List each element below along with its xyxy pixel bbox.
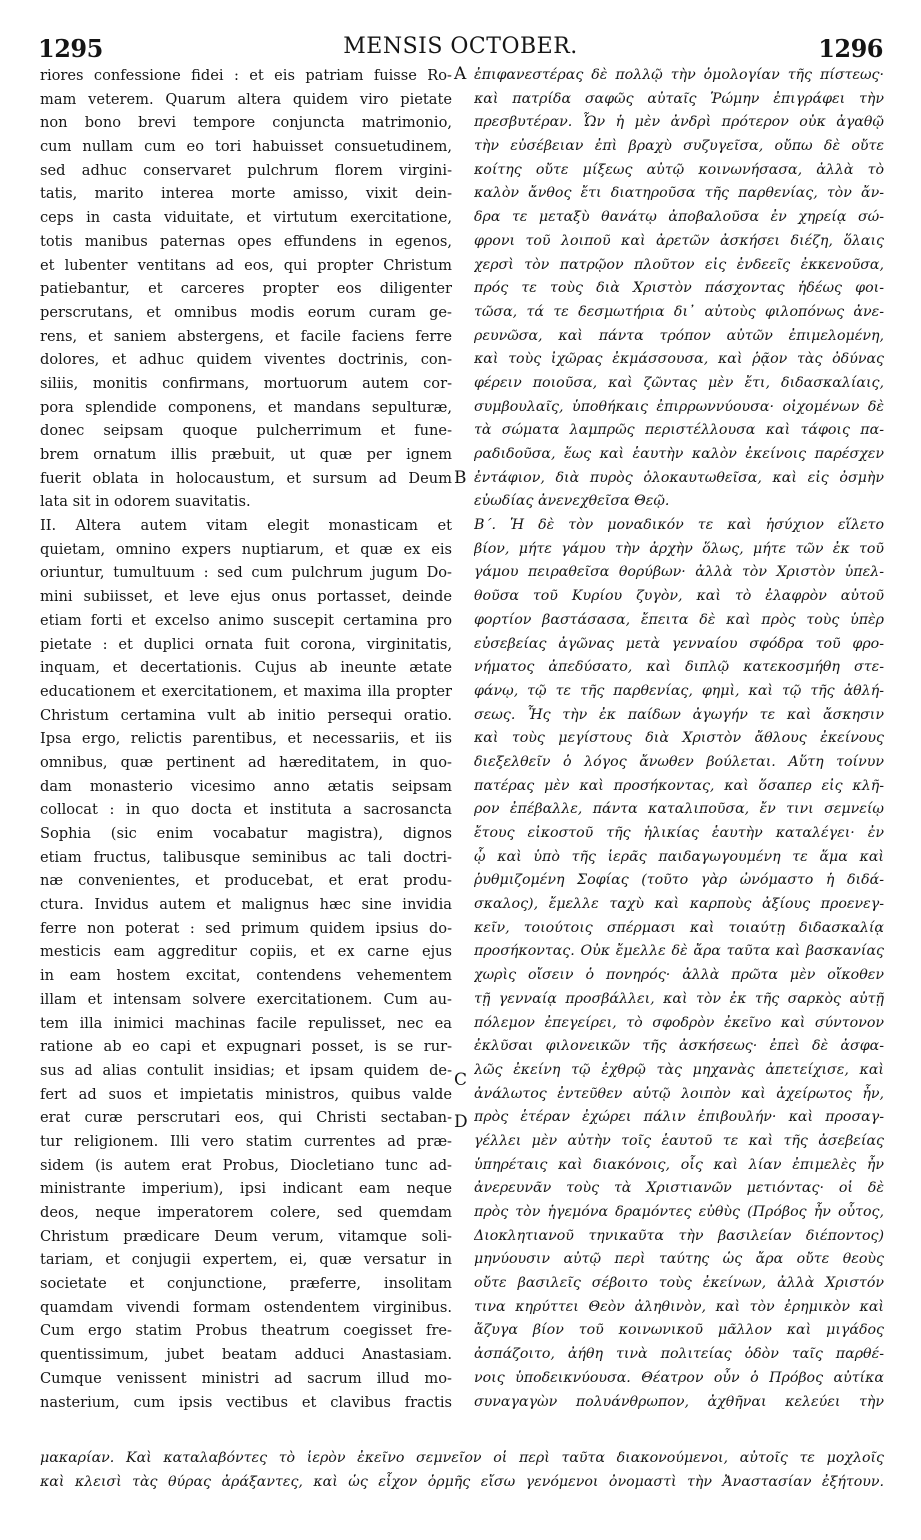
text-line: non bono brevi tempore conjuncta matrimonio, xyxy=(40,114,452,132)
text-line: εὐσεβείας ἀγῶνας μετὰ γενναίου σφόδρα τοῦ φρο- xyxy=(474,635,884,652)
text-line: quietam, omnino expers nuptiarum, et quæ ex eis xyxy=(40,540,452,558)
text-line: σκαλος), ἔμελλε ταχὺ καὶ καρποὺς ἀξίους προενεγ- xyxy=(474,896,884,913)
text-line: Cum ergo statim Probus theatrum coegisset fre- xyxy=(40,1322,452,1340)
text-line: Christum certamina vult ab initio persequi oratio. xyxy=(40,706,452,724)
right-page-number: 1296 xyxy=(818,34,883,63)
text-line: riores confessione fidei : et eis patriam fuisse Ro- xyxy=(40,67,452,84)
text-line: mam veterem. Quarum altera quidem viro pietate xyxy=(40,90,452,108)
text-line: καὶ τοὺς ἰχῶρας ἐκμάσσουσα, καὶ ῥᾷον τὰς ὀδύνας xyxy=(474,351,884,368)
text-line: cum nullam cum eo tori habuisset consuetudinem, xyxy=(40,138,452,156)
text-line: næ convenientes, et producebat, et erat produ- xyxy=(40,872,452,890)
text-line: Christum prædicare Deum verum, vitamque soli- xyxy=(40,1227,452,1245)
text-line: πρὸς τὸν ἡγεμόνα δραμόντες εὐθὺς (Πρόβος ἦν οὗτος, xyxy=(474,1204,884,1220)
text-line: εὐωδίας ἀνενεχθεῖσα Θεῷ. xyxy=(474,493,670,510)
running-title: MENSIS OCTOBER. xyxy=(343,34,578,59)
text-line: σεως. Ἧς τὴν ἐκ παίδων ἀγωγήν τε καὶ ἄσκησιν xyxy=(474,706,884,723)
text-line: sidem (is autem erat Probus, Diocletiano tunc ad- xyxy=(40,1156,452,1174)
text-line: ceps in casta viduitate, et virtutum exercitatione, xyxy=(40,209,452,227)
text-line: in eam hostem excitat, contendens vehementem xyxy=(40,967,452,985)
text-line: fuerit oblata in holocaustum, et sursum ad Deum xyxy=(40,469,452,487)
text-line: societate et conjunctione, præferre, insolitam xyxy=(40,1275,452,1293)
text-line: brem ornatum illis præbuit, ut quæ per ignem xyxy=(40,446,452,463)
text-line: Cumque venissent ministri ad sacrum illud mo- xyxy=(40,1369,452,1387)
text-line: fert ad suos et impietatis ministros, quibus valde xyxy=(40,1085,452,1103)
text-line: ἐντάφιον, διὰ πυρὸς ὁλοκαυτωθεῖσα, καὶ εἰς ὀσμὴν xyxy=(474,469,884,486)
text-line: τῶσα, τά τε δεσμωτήρια δι᾽ αὐτοὺς φιλοπόνως ἀνε- xyxy=(474,303,884,320)
text-line: etiam fructus, talibusque seminibus ac tali doctri- xyxy=(40,848,452,866)
text-line: ἄζυγα βίον τοῦ κοινωνικοῦ μᾶλλον καὶ μιγάδος xyxy=(474,1322,884,1339)
text-line: ctura. Invidus autem et malignus hæc sine invidia xyxy=(40,896,452,914)
text-line: ferre non poterat : sed primum quidem ipsius do- xyxy=(40,919,452,937)
text-line: Β΄. Ἡ δὲ τὸν μοναδικόν τε καὶ ἡσύχιον εἵλετο xyxy=(474,517,884,534)
text-line: totis manibus paternas opes effundens in egenos, xyxy=(40,232,452,250)
text-line: patiebantur, et carceres propter eos diligenter xyxy=(40,280,452,298)
text-line: ὑπηρέταις καὶ διακόνοις, οἷς καὶ λίαν ἐπιμελὲς ἦν xyxy=(474,1156,884,1173)
text-line: δρα τε μεταξὺ θανάτῳ ἀποβαλοῦσα ἐν χηρείᾳ σώ- xyxy=(474,209,884,226)
text-line: nasterium, cum ipsis vectibus et clavibus fractis xyxy=(40,1393,452,1411)
text-line: II. Altera autem vitam elegit monasticam et xyxy=(40,517,452,535)
text-line: τὴν εὐσέβειαν ἐπὶ βραχὺ συζυγεῖσα, οὔπω δὲ οὔτε xyxy=(474,138,884,155)
text-line: perscrutans, et omnibus modis eorum curam ge- xyxy=(40,303,452,321)
text-line: πρός τε τοὺς διὰ Χριστὸν πάσχοντας ἡδέως φοι- xyxy=(474,280,884,297)
text-line: γέλλει μὲν αὐτὴν τοῖς ἑαυτοῦ τε καὶ τῆς ἀσεβείας xyxy=(474,1132,884,1149)
text-line: tem illa inimici machinas facile repulisset, nec ea xyxy=(40,1014,452,1032)
text-line: tariam, et conjugii expertem, ei, quæ versatur in xyxy=(40,1251,452,1269)
text-line: νήματος ἀπεδύσατο, καὶ διπλῷ κατεκοσμήθη στε- xyxy=(474,659,884,676)
text-line: συναγαγὼν πολυάνθρωπον, ἀχθῆναι κελεύει τὴν xyxy=(474,1393,884,1410)
text-line: tur religionem. Illi vero statim currentes ad præ- xyxy=(40,1132,452,1150)
text-line: educationem et exercitationem, et maxima illa propter xyxy=(40,682,452,700)
text-line: dam monasterio vicesimo anno ætatis seipsam xyxy=(40,777,452,795)
text-line: νοις ὑποδεικνύουσα. Θέατρον οὖν ὁ Πρόβος αὐτίκα xyxy=(474,1369,884,1386)
text-line: etiam forti et excelso animo suscepit certamina pro xyxy=(40,611,452,629)
text-line: quamdam vivendi formam ostendentem virginibus. xyxy=(40,1298,452,1316)
text-line: διεξελθεῖν ὁ λόγος ἄνωθεν βούλεται. Αὕτη τοίνυν xyxy=(474,753,884,770)
text-line: κοίτης οὔτε μίξεως αὐτῷ κοινωνήσασα, ἀλλὰ τὸ xyxy=(474,161,884,178)
text-line: πατέρας μὲν καὶ προσήκοντας, καὶ ὅσαπερ εἰς κλῆ- xyxy=(474,777,884,794)
text-line: ἔτους εἰκοστοῦ τῆς ἡλικίας ἑαυτὴν καταλέγει· ἐν xyxy=(474,825,884,841)
section-marker-d: D xyxy=(454,1112,468,1132)
section-marker-b: B xyxy=(454,468,467,488)
text-line: siliis, monitis confirmans, mortuorum autem cor- xyxy=(40,374,452,392)
text-line: τῇ γενναίᾳ προσβάλλει, καὶ τὸν ἐκ τῆς σαρκὸς αὐτῇ xyxy=(474,990,884,1007)
text-line: pora splendide componens, et mandans sepulturæ, xyxy=(40,398,452,416)
section-marker-a: A xyxy=(454,64,467,84)
text-line: inquam, et decertationis. Cujus ab ineunte ætate xyxy=(40,659,452,677)
text-line: ratione ab eo capi et expugnari posset, is se rur- xyxy=(40,1038,452,1056)
text-line: προσήκοντας. Οὐκ ἔμελλε δὲ ἄρα ταῦτα καὶ βασκανίας xyxy=(474,943,884,960)
text-line: ρον ἐπέβαλλε, πάντα καταλιποῦσα, ἔν τινι σεμνείῳ xyxy=(474,801,884,818)
text-line: pietate : et duplici ornata fuit corona, virginitatis, xyxy=(40,635,452,653)
text-line: mini subiisset, et leve ejus onus portasset, deinde xyxy=(40,588,452,606)
text-line: λῶς ἐκείνη τῷ ἐχθρῷ τὰς μηχανὰς ἀπετείχισε, καὶ xyxy=(474,1061,884,1078)
text-line: ραδιδοῦσα, ἕως καὶ ἑαυτὴν καλὸν ἐκείνοις παρέσχεν xyxy=(474,446,884,462)
text-line: συμβουλαῖς, ὑποθήκαις ἐπιρρωννύουσα· οἰχομένων δὲ xyxy=(474,398,884,415)
text-line: ρευνῶσα, καὶ πάντα τρόπον αὐτῶν ἐπιμελομένη, xyxy=(474,327,884,344)
text-line: sed adhuc conservaret pulchrum florem virgini- xyxy=(40,161,452,179)
text-line: ἐκλῦσαι φιλονεικῶν τῆς ἀσκήσεως· ἐπεὶ δὲ ἀσφα- xyxy=(474,1038,884,1055)
text-line: βίον, μήτε γάμου τὴν ἀρχὴν ὅλως, μήτε τῶν ἐκ τοῦ xyxy=(474,540,884,557)
text-line: Sophia (sic enim vocabatur magistra), dignos xyxy=(40,825,452,842)
text-line: ἀνερευνᾶν τοὺς τὰ Χριστιανῶν μετιόντας· οἱ δὲ xyxy=(474,1180,884,1197)
text-line: πόλεμον ἐπεγείρει, τὸ σφοδρὸν ἐκεῖνο καὶ σύντονον xyxy=(474,1014,884,1031)
text-line: καὶ κλεισὶ τὰς θύρας ἀράξαντες, καὶ ὡς εἶχον ὁρμῆς εἴσω γενόμενοι ὀνομαστὶ τὴν Ἀναστασίαν ἐξήτουν. xyxy=(40,1473,884,1490)
text-line: μακαρίαν. Καὶ καταλαβόντες τὸ ἱερὸν ἐκεῖνο σεμνεῖον οἱ περὶ ταῦτα διακονούμενοι, αὐτοῖς τε μοχλοῖς xyxy=(40,1450,884,1466)
text-line: πρεσβυτέραν. Ὧν ἡ μὲν ἀνδρὶ πρότερον οὐκ ἀγαθῷ xyxy=(474,114,884,131)
text-line: erat curæ perscrutari eos, qui Christi sectaban- xyxy=(40,1109,452,1127)
text-line: tatis, marito interea morte amisso, vixit dein- xyxy=(40,185,452,203)
text-line: οὔτε βασιλεῖς σέβοιτο τοὺς ἐκείνων, ἀλλὰ Χριστόν xyxy=(474,1275,884,1292)
text-line: φορτίον βαστάσασα, ἔπειτα δὲ καὶ πρὸς τοὺς ὑπὲρ xyxy=(474,611,884,628)
greek-full-width-lines xyxy=(40,1447,884,1494)
text-line: τὰ σώματα λαμπρῶς περιστέλλουσα καὶ τάφοις πα- xyxy=(474,422,884,439)
text-line: πρὸς ἑτέραν ἐχώρει πάλιν ἐπιβουλήν· καὶ προσαγ- xyxy=(474,1109,884,1126)
text-line: ἐπιφανεστέρας δὲ πολλῷ τὴν ὁμολογίαν τῆς πίστεως· xyxy=(474,67,884,83)
text-line: mesticis eam aggreditur copiis, et ex carne ejus xyxy=(40,943,452,961)
text-line: φάνῳ, τῷ τε τῆς παρθενίας, φημὶ, καὶ τῷ τῆς ἀθλή- xyxy=(474,682,884,699)
text-line: κεῖν, τοιούτοις σπέρμασι καὶ τοιαύτῃ διδασκαλίᾳ xyxy=(474,919,884,936)
text-line: φέρειν ποιοῦσα, καὶ ζῶντας μὲν ἔτι, διδασκαλίαις, xyxy=(474,374,884,391)
text-line: θοῦσα τοῦ Κυρίου ζυγὸν, καὶ τὸ ἐλαφρὸν αὐτοῦ xyxy=(474,588,884,605)
text-line: τινα κηρύττει Θεὸν ἀληθινὸν, καὶ τὸν ἐρημικὸν καὶ xyxy=(474,1298,884,1315)
text-line: omnibus, quæ pertinent ad hæreditatem, in quo- xyxy=(40,753,452,771)
text-line: καλὸν ἄνθος ἔτι διατηροῦσα τῆς παρθενίας, τὸν ἄν- xyxy=(474,185,884,202)
text-line: καὶ τοὺς μεγίστους διὰ Χριστὸν ἄθλους ἐκείνους xyxy=(474,730,884,747)
text-line: ἀσπάζοιτο, ἀήθη τινὰ πολιτείας ὁδὸν ταῖς παρθέ- xyxy=(474,1346,884,1363)
section-marker-c: C xyxy=(454,1070,468,1090)
text-line: Ipsa ergo, relictis parentibus, et necessariis, et iis xyxy=(40,730,452,748)
text-line: χερσὶ τὸν πατρῷον πλοῦτον εἰς ἐνδεεῖς ἐκκενοῦσα, xyxy=(474,256,884,273)
text-line: μηνύουσιν αὐτῷ περὶ ταύτης ὡς ἄρα οὔτε θεοὺς xyxy=(474,1251,884,1268)
text-line: rens, et saniem abstergens, et facile faciens ferre xyxy=(40,327,452,345)
text-line: καὶ πατρίδα σαφῶς αὐταῖς Ῥώμην ἐπιγράφει τὴν xyxy=(474,90,884,107)
latin-column xyxy=(40,64,452,1414)
text-line: deos, neque imperatorem colere, sed quemdam xyxy=(40,1204,452,1221)
left-page-number: 1295 xyxy=(38,34,103,63)
text-line: quentissimum, jubet beatam adduci Anastasiam. xyxy=(40,1346,452,1364)
text-line: et lubenter ventitans ad eos, qui propter Christum xyxy=(40,256,452,274)
text-line: χωρὶς οἴσειν ὁ πονηρός· ἀλλὰ πρῶτα μὲν οἴκοθεν xyxy=(474,967,884,984)
text-line: sus ad alias contulit insidias; et ipsam quidem de- xyxy=(40,1061,452,1079)
text-line: oriuntur, tumultuum : sed cum pulchrum jugum Do- xyxy=(40,564,452,582)
text-line: φρονι τοῦ λοιποῦ καὶ ἀρετῶν ἀσκήσει διέζη, ὅλαις xyxy=(474,232,884,249)
text-line: dolores, et adhuc quidem viventes doctrinis, con- xyxy=(40,351,452,369)
text-line: Διοκλητιανοῦ τηνικαῦτα τὴν βασιλείαν διέποντος) xyxy=(474,1227,884,1244)
text-line: ᾧ καὶ ὑπὸ τῆς ἱερᾶς παιδαγωγουμένη τε ἅμα καὶ xyxy=(474,848,884,865)
text-line: lata sit in odorem suavitatis. xyxy=(40,493,251,511)
greek-column xyxy=(474,64,884,1414)
text-line: donec seipsam quoque pulcherrimum et fune- xyxy=(40,422,452,440)
text-line: ministrante imperium), ipsi indicant eam neque xyxy=(40,1180,452,1198)
text-line: collocat : in quo docta et instituta a sacrosancta xyxy=(40,801,452,819)
text-line: ἀνάλωτος ἐντεῦθεν αὐτῷ λοιπὸν καὶ ἀχείρωτος ἦν, xyxy=(474,1085,884,1102)
text-line: ῥυθμιζομένη Σοφίας (τοῦτο γὰρ ὠνόμαστο ἡ διδά- xyxy=(474,872,884,889)
page-header xyxy=(38,34,883,64)
text-line: illam et intensam solvere exercitationem. Cum au- xyxy=(40,990,452,1008)
text-line: γάμου πειραθεῖσα θορύβων· ἀλλὰ τὸν Χριστὸν ὑπελ- xyxy=(474,564,884,581)
